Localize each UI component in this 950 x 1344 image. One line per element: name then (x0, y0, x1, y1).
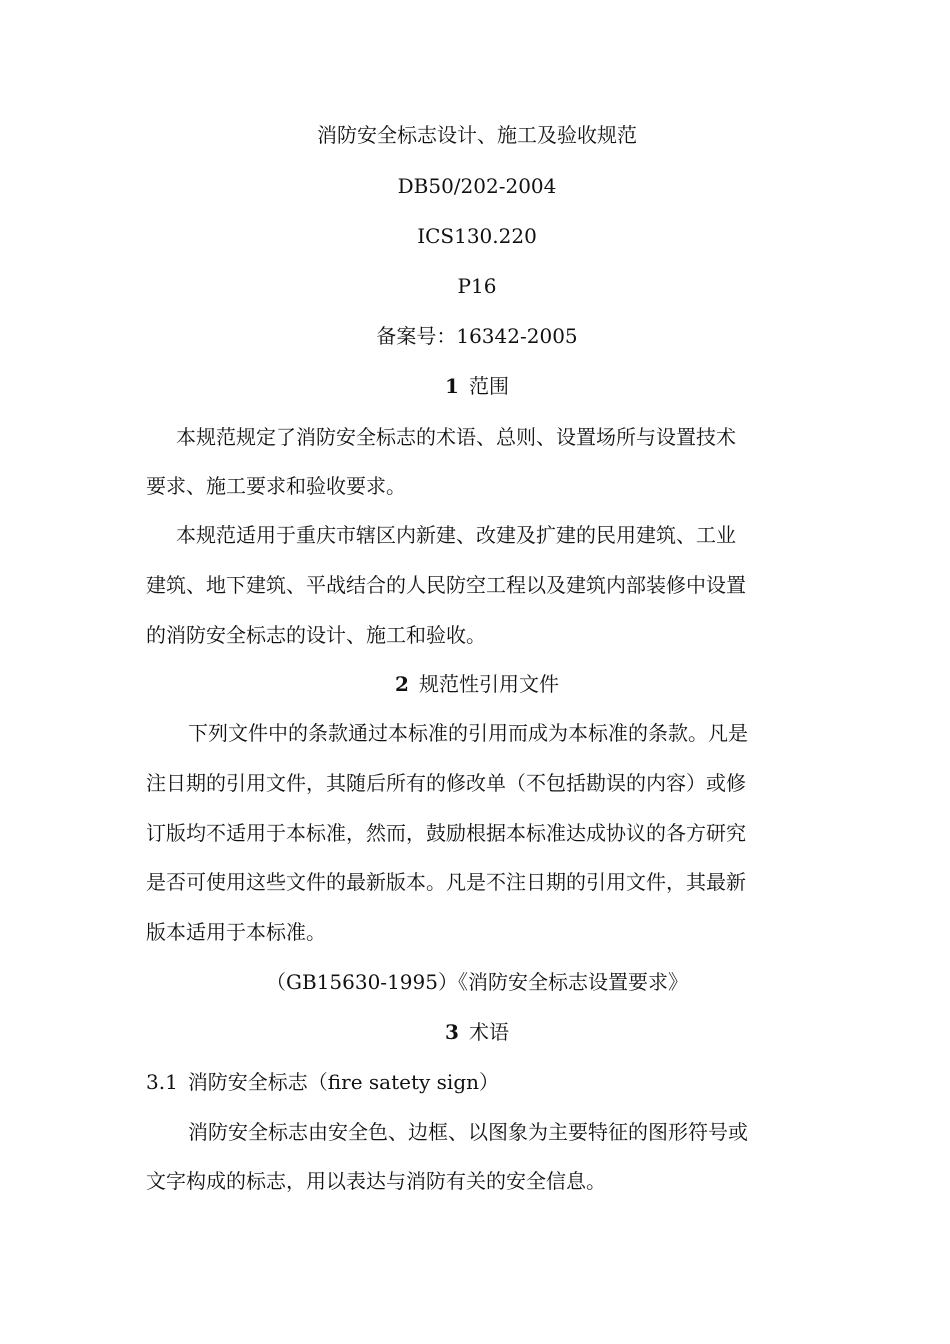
ics-code: ICS130.220 (417, 224, 537, 248)
section-2-para-line: 注日期的引用文件，其随后所有的修改单（不包括勘误的内容）或修 (146, 771, 746, 795)
section-1-para1-line: 要求、施工要求和验收要求。 (146, 474, 406, 498)
section-3-para-line: 文字构成的标志，用以表达与消防有关的安全信息。 (146, 1169, 606, 1193)
section-2-para-line: 版本适用于本标准。 (146, 920, 326, 944)
section-3-para-line: 消防安全标志由安全色、边框、以图象为主要特征的图形符号或 (188, 1120, 748, 1144)
section-2-para-line: 是否可使用这些文件的最新版本。凡是不注日期的引用文件，其最新 (146, 870, 746, 894)
classification-code: P16 (457, 274, 497, 298)
reference-document: （GB15630-1995）《消防安全标志设置要求》 (266, 970, 688, 994)
section-1-para2-line: 建筑、地下建筑、平战结合的人民防空工程以及建筑内部装修中设置 (146, 573, 746, 597)
subsection-3-1-number: 3.1 (146, 1070, 178, 1094)
standard-number: DB50/202-2004 (397, 174, 557, 198)
section-2-para-line: 订版均不适用于本标准，然而，鼓励根据本标准达成协议的各方研究 (146, 821, 746, 845)
subsection-3-1-heading (146, 1068, 808, 1096)
section-1-para2-line: 的消防安全标志的设计、施工和验收。 (146, 623, 486, 647)
section-1-title: 范围 (468, 374, 509, 398)
record-number: 备案号：16342-2005 (376, 324, 578, 348)
section-1-number: 1 (445, 374, 459, 398)
section-3-heading (146, 1018, 808, 1046)
section-3-number: 3 (445, 1020, 459, 1044)
section-2-number: 2 (395, 672, 409, 696)
section-1-heading (146, 372, 808, 400)
section-1-para1-line: 本规范规定了消防安全标志的术语、总则、设置场所与设置技术 (176, 425, 736, 449)
section-2-heading (146, 670, 808, 698)
section-3-title: 术语 (468, 1020, 509, 1044)
section-2-title: 规范性引用文件 (418, 672, 559, 696)
section-1-para2-line: 本规范适用于重庆市辖区内新建、改建及扩建的民用建筑、工业 (176, 523, 736, 547)
document-title: 消防安全标志设计、施工及验收规范 (317, 123, 637, 147)
section-2-para-line: 下列文件中的条款通过本标准的引用而成为本标准的条款。凡是 (188, 721, 748, 745)
subsection-3-1-title: 消防安全标志（fire satety sign） (187, 1070, 500, 1094)
